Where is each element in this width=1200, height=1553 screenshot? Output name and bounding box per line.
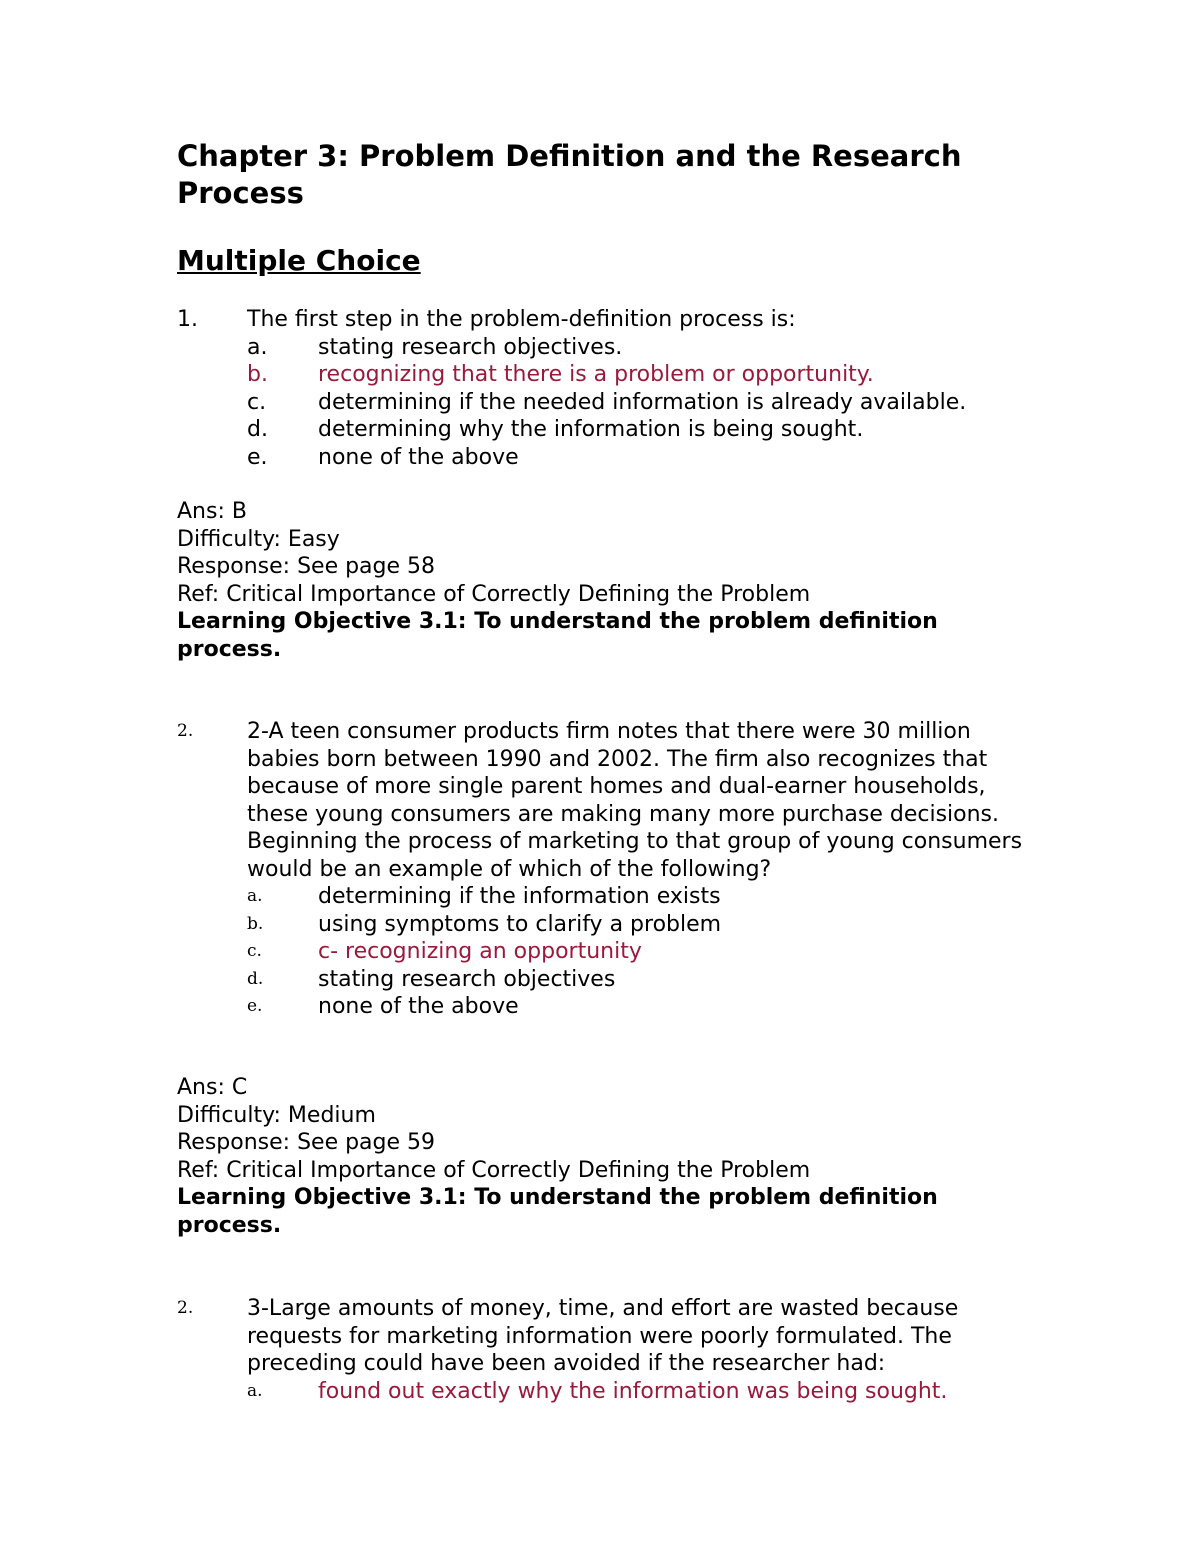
question-text: The first step in the problem-definition process is: (247, 307, 796, 332)
answer-line: Ans: C (177, 1075, 248, 1100)
question-text: 3-Large amounts of money, time, and effort are wasted because requests for marketing information were poorly formulated. The preceding could have been avoided if the researcher had: (247, 1296, 959, 1376)
learning-objective: Learning Objective 3.1: To understand the problem definition process. (177, 609, 938, 662)
option-text: found out exactly why the information was being sought. (318, 1378, 948, 1404)
option-text: none of the above (318, 994, 519, 1019)
difficulty-line: Difficulty: Easy (177, 526, 340, 552)
option-text: determining if the information exists (318, 884, 721, 909)
answer-option (177, 911, 1057, 939)
section-heading: Multiple Choice (177, 244, 421, 277)
option-text: stating research objectives (318, 966, 616, 992)
question-1 (177, 306, 1057, 471)
option-letter: b. (247, 913, 264, 934)
option-letter: a. (247, 886, 263, 906)
option-letter: e. (247, 444, 268, 470)
question-2-metadata (177, 1074, 1057, 1239)
question-number: 2. (177, 1298, 194, 1318)
option-letter: d. (247, 417, 268, 442)
answer-option (177, 334, 1057, 362)
response-line: Response: See page 59 (177, 1130, 436, 1155)
question-1-metadata (177, 498, 1057, 663)
question-text: 2-A teen consumer products firm notes that there were 30 million babies born between 1990 and 2002. The firm also recognizes that because of more single parent homes and dual-earner households, these young consumers are making many more purchase decisions. Beginning the process of marketing to that group of young consumers would be an example of which of the following? (247, 719, 1023, 882)
option-letter: c. (247, 941, 262, 961)
option-text: c- recognizing an opportunity (318, 939, 642, 964)
ref-line: Ref: Critical Importance of Correctly Defining the Problem (177, 1157, 811, 1183)
answer-option (177, 389, 1057, 417)
answer-option-correct (177, 938, 1057, 966)
question-3 (177, 1295, 1057, 1405)
option-text: stating research objectives. (318, 334, 623, 360)
option-text: using symptoms to clarify a problem (318, 911, 722, 937)
question-stem (177, 718, 1057, 883)
option-letter: c. (247, 389, 267, 415)
option-text: none of the above (318, 444, 519, 470)
option-letter: d. (247, 968, 264, 989)
answer-option-correct (177, 1378, 1057, 1406)
question-number: 2. (177, 721, 194, 741)
question-2 (177, 718, 1057, 1021)
answer-option (177, 993, 1057, 1021)
answer-line: Ans: B (177, 499, 247, 524)
ref-line: Ref: Critical Importance of Correctly Defining the Problem (177, 581, 811, 607)
answer-option (177, 966, 1057, 994)
question-number: 1. (177, 307, 198, 332)
option-letter: a. (247, 1380, 263, 1401)
document-page (177, 138, 1057, 1404)
option-letter: b. (247, 362, 268, 387)
answer-option-correct (177, 361, 1057, 389)
option-text: recognizing that there is a problem or opportunity. (318, 362, 874, 387)
question-stem (177, 1295, 1057, 1378)
option-letter: e. (247, 996, 263, 1016)
answer-option (177, 444, 1057, 472)
response-line: Response: See page 58 (177, 554, 436, 579)
learning-objective: Learning Objective 3.1: To understand the problem definition process. (177, 1185, 938, 1238)
answer-option (177, 416, 1057, 444)
question-stem (177, 306, 1057, 334)
option-letter: a. (247, 334, 268, 360)
difficulty-line: Difficulty: Medium (177, 1102, 376, 1128)
page-title: Chapter 3: Problem Definition and the Research Process (177, 139, 962, 210)
option-text: determining if the needed information is already available. (318, 389, 967, 415)
option-text: determining why the information is being sought. (318, 417, 864, 442)
answer-option (177, 883, 1057, 911)
